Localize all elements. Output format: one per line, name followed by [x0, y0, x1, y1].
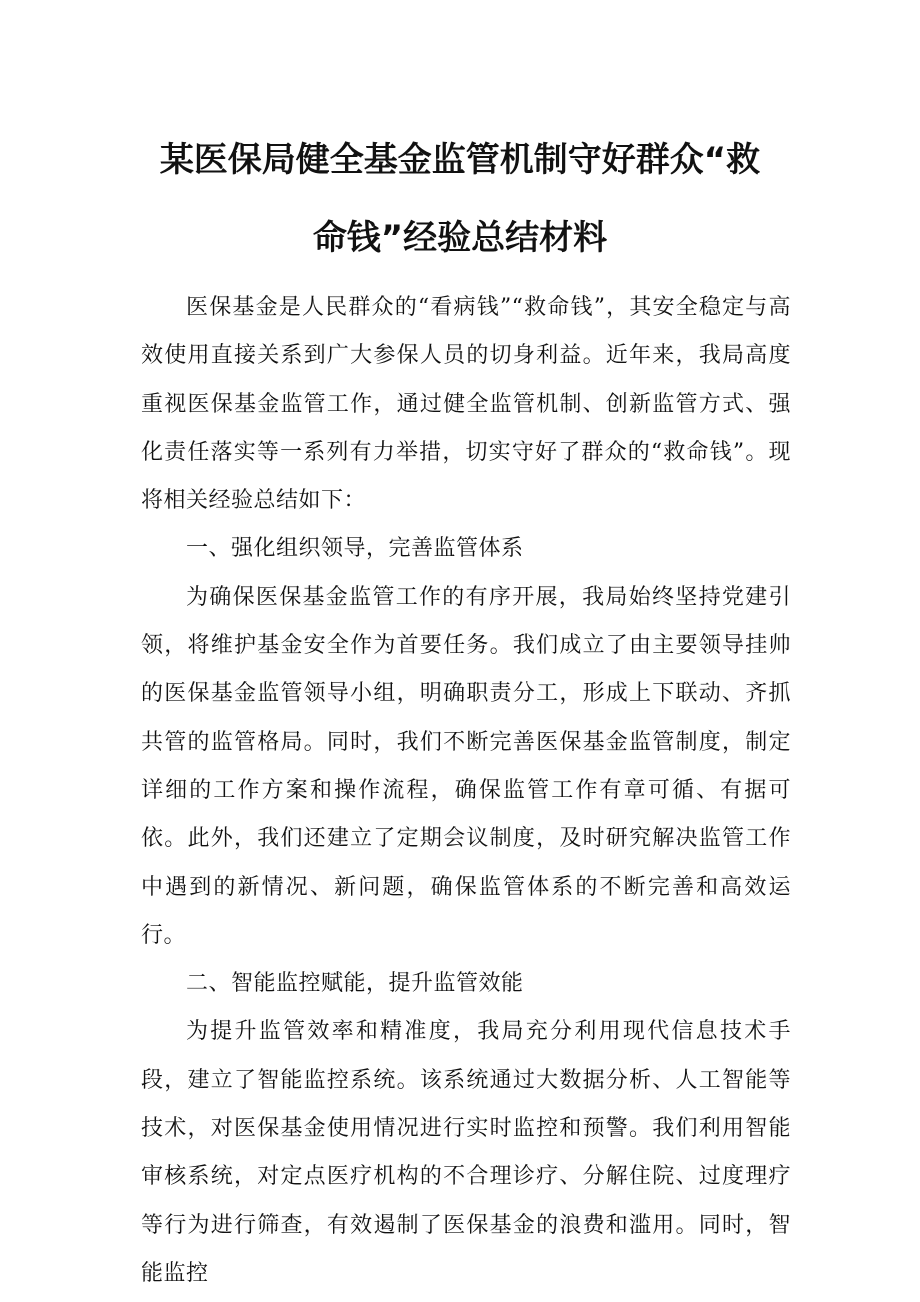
intro-paragraph: 医保基金是人民群众的“看病钱”“救命钱”，其安全稳定与高效使用直接关系到广大参保人员的切身利益。近年来，我局高度重视医保基金监管工作，通过健全监管机制、创新监管方式、强化责任落实等一系列有力举措，切实守好了群众的“救命钱”。现将相关经验总结如下：: [141, 295, 791, 514]
section-2-paragraph: 为提升监管效率和精准度，我局充分利用现代信息技术手段，建立了智能监控系统。该系统通过大数据分析、人工智能等技术，对医保基金使用情况进行实时监控和预警。我们利用智能审核系统，对定点医疗机构的不合理诊疗、分解住院、过度理疗等行为进行筛查，有效遏制了医保基金的浪费和滥用。同时，智能监控: [141, 1019, 791, 1286]
section-1-paragraph: 为确保医保基金监管工作的有序开展，我局始终坚持党建引领，将维护基金安全作为首要任务。我们成立了由主要领导挂帅的医保基金监管领导小组，明确职责分工，形成上下联动、齐抓共管的监管格局。同时，我们不断完善医保基金监管制度，制定详细的工作方案和操作流程，确保监管工作有章可循、有据可依。此外，我们还建立了定期会议制度，及时研究解决监管工作中遇到的新情况、新问题，确保监管体系的不断完善和高效运行。: [141, 584, 791, 948]
section-1-heading: 一、强化组织领导，完善监管体系: [186, 536, 524, 562]
document-body: [141, 284, 791, 1298]
document-title-line-1: 某医保局健全基金监管机制守好群众“救: [159, 140, 761, 180]
document-title-line-2: 命钱”经验总结材料: [312, 218, 608, 258]
section-2-heading: 二、智能监控赋能，提升监管效能: [186, 971, 524, 997]
